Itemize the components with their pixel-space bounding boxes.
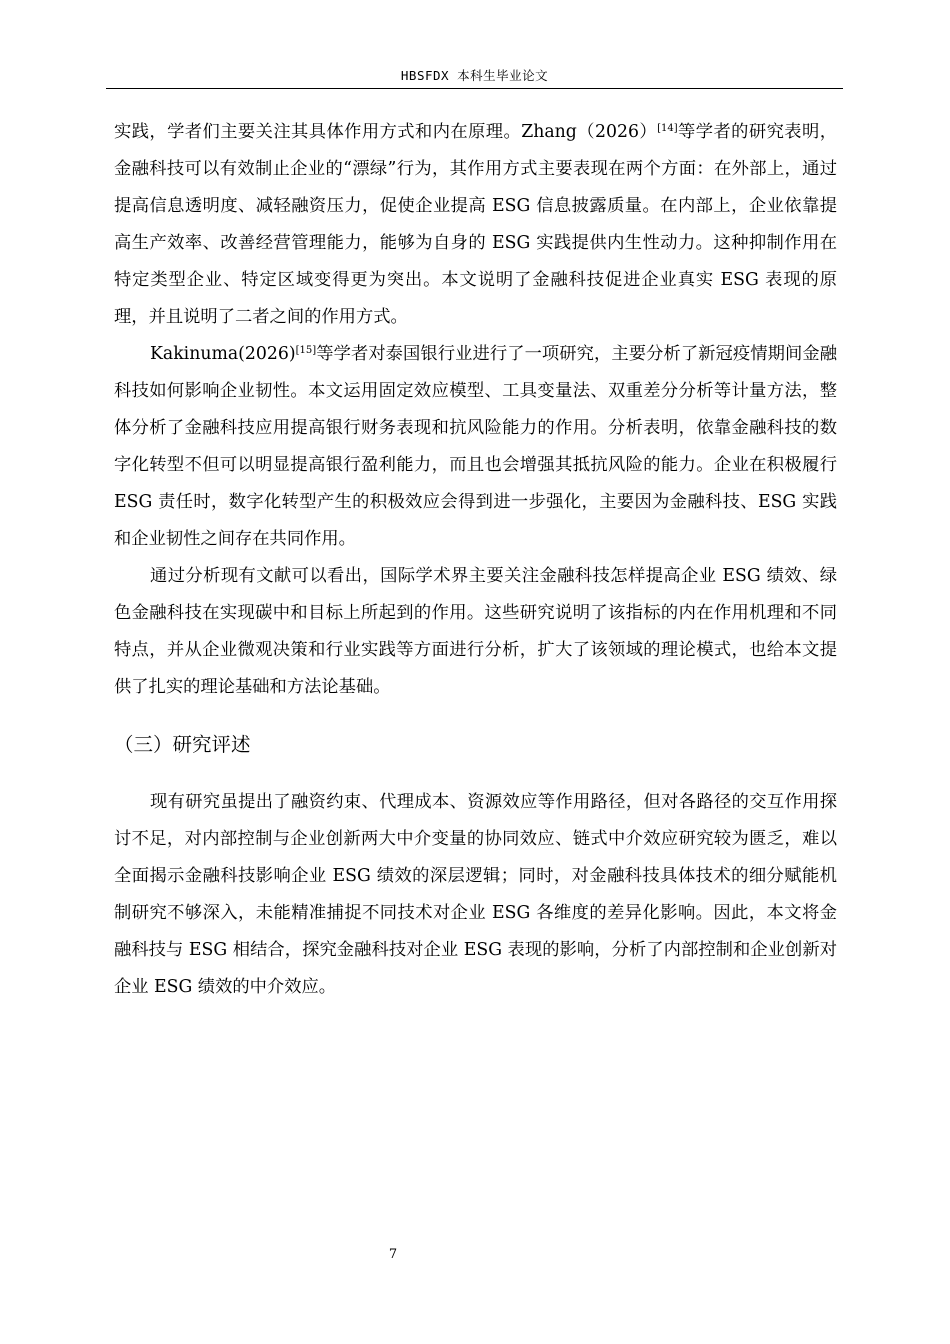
body-text — [114, 114, 837, 1006]
paragraph-2-text-a: Kakinuma(2026) — [150, 344, 296, 364]
paragraph-3: 通过分析现有文献可以看出，国际学术界主要关注金融科技怎样提高企业 ESG 绩效、绿色金融科技在实现碳中和目标上所起到的作用。这些研究说明了该指标的内在作用机理和不同特点，并从企业微观决策和行业实践等方面进行分析，扩大了该领域的理论模式，也给本文提供了扎实的理论基础和方法论基础。 — [114, 566, 837, 697]
page-number: 7 — [388, 1247, 398, 1262]
citation-15: [15] — [295, 345, 317, 356]
paragraph-4: 现有研究虽提出了融资约束、代理成本、资源效应等作用路径，但对各路径的交互作用探讨不足，对内部控制与企业创新两大中介变量的协同效应、链式中介效应研究较为匮乏，难以全面揭示金融科技影响企业 ESG 绩效的深层逻辑；同时，对金融科技具体技术的细分赋能机制研究不够深入，未能精准捕捉不同技术对企业 ESG 各维度的差异化影响。因此，本文将金融科技与 ESG 相结合，探究金融科技对企业 ESG 表现的影响，分析了内部控制和企业创新对企业 ESG 绩效的中介效应。 — [114, 792, 837, 997]
paragraph-2 — [114, 336, 837, 558]
paragraph-1-text-b: 等学者的研究表明，金融科技可以有效制止企业的“漂绿”行为，其作用方式主要表现在两个方面：在外部上，通过提高信息透明度、减轻融资压力，促使企业提高 ESG 信息披露质量。在内部上，企业依靠提高生产效率、改善经营管理能力，能够为自身的 ESG 实践提供内生性动力。这种抑制作用在特定类型企业、特定区域变得更为突出。本文说明了金融科技促进企业真实 ESG 表现的原理，并且说明了二者之间的作用方式。 — [114, 122, 837, 327]
paragraph-2-text-b: 等学者对泰国银行业进行了一项研究，主要分析了新冠疫情期间金融科技如何影响企业韧性。本文运用固定效应模型、工具变量法、双重差分分析等计量方法，整体分析了金融科技应用提高银行财务表现和抗风险能力的作用。分析表明，依靠金融科技的数字化转型不但可以明显提高银行盈利能力，而且也会增强其抵抗风险的能力。企业在积极履行 ESG 责任时，数字化转型产生的积极效应会得到进一步强化，主要因为金融科技、ESG 实践和企业韧性之间存在共同作用。 — [114, 344, 837, 549]
running-header: HBSFDX 本科生毕业论文 — [106, 66, 843, 89]
paragraph-1 — [114, 114, 837, 336]
paragraph-1-text-a: 实践，学者们主要关注其具体作用方式和内在原理。Zhang（2026） — [114, 122, 658, 142]
section-heading: （三）研究评述 — [114, 733, 251, 756]
citation-14: [14] — [657, 123, 678, 134]
